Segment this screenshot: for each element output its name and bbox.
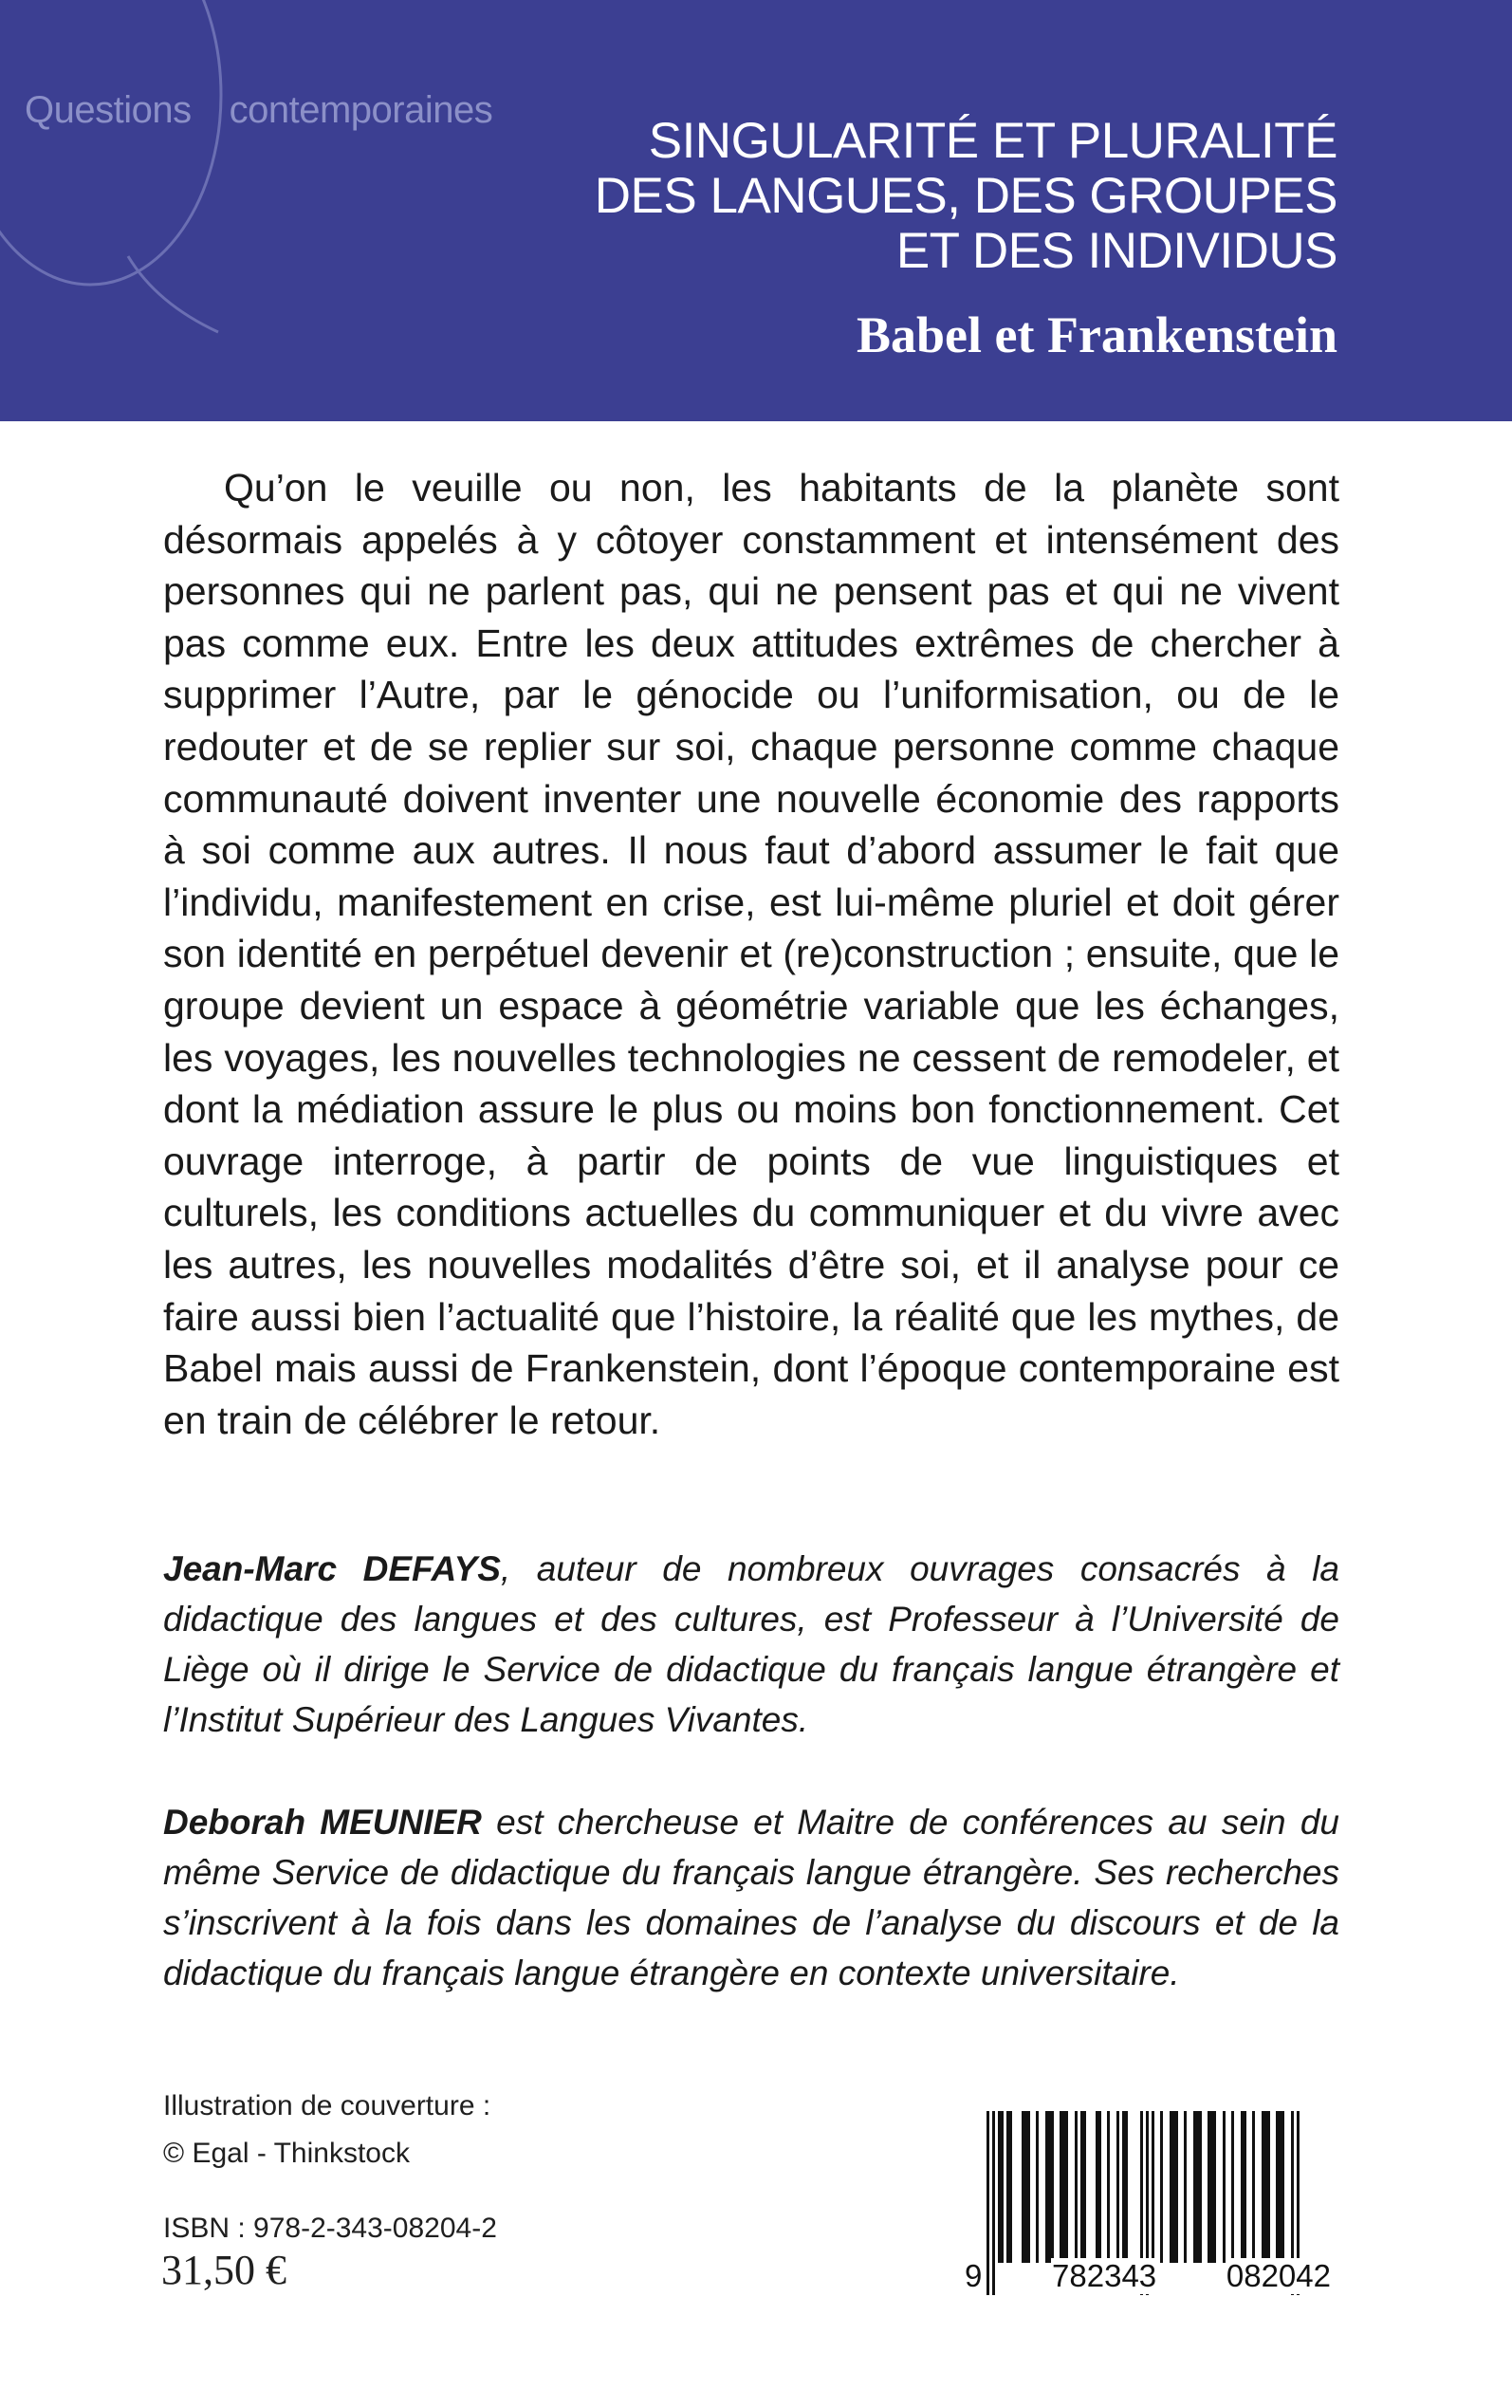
series-name (25, 89, 492, 132)
author-name-meunier: Deborah MEUNIER (163, 1803, 482, 1842)
barcode-bar (1045, 2111, 1054, 2263)
q-logo-icon (0, 0, 247, 351)
barcode-bar (1276, 2111, 1284, 2263)
barcode-digits (964, 2258, 1332, 2294)
book-subtitle: Babel et Frankenstein (857, 306, 1337, 363)
barcode-bar (1122, 2111, 1128, 2263)
price: 31,50 € (161, 2247, 286, 2293)
barcode-bar (1075, 2111, 1078, 2263)
barcode-bar (1170, 2111, 1178, 2263)
author-bio-defays (163, 1544, 1339, 1745)
barcode-bar (1096, 2111, 1101, 2263)
back-cover-summary: Qu’on le veuille ou non, les habitants de la planète sont désormais appelés à y côtoyer constamment et intensément des personnes qui ne parlent pas, qui ne pensent pas et qui ne vivent pas comme eux. Entre les deux attitudes extrêmes de chercher à supprimer l’Autre, par le génocide ou l’uniformisation, ou de le redouter et de se replier sur soi, chaque personne comme chaque communauté doivent inventer une nouvelle économie des rapports à soi comme aux autres. Il nous faut d’abord assumer le fait que l’individu, manifestement en crise, est lui-même pluriel et doit gérer son identité en perpétuel devenir et (re)construction ; ensuite, que le groupe devient un espace à géométrie variable que les échanges, les voyages, les nouvelles technologies ne cessent de remodeler, et dont la médiation assure le plus ou moins bon fonctionnement. Cet ouvrage interroge, à partir de points de vue linguistiques et culturels, les conditions actuelles du communiquer et du vivre avec les autres, les nouvelles modalités d’être soi, et il analyse pour ce faire aussi bien l’actualité que l’histoire, la réalité que les mythes, de Babel mais aussi de Frankenstein, dont l’époque contemporaine est en train de célébrer le retour. (163, 466, 1339, 1442)
barcode-bar (1241, 2111, 1246, 2263)
barcode-bar (1262, 2111, 1270, 2263)
isbn: ISBN : 978-2-343-08204-2 (163, 2213, 497, 2244)
barcode-bar (1231, 2111, 1234, 2263)
barcode-digits-right: 082042 (1226, 2258, 1331, 2293)
barcode-bar (1223, 2111, 1226, 2263)
author-name-defays: Jean-Marc DEFAYS (163, 1549, 501, 1588)
barcode-bar (1022, 2111, 1030, 2263)
series-word-contemporaines: contemporaines (229, 89, 493, 131)
author-bio-defays-text: , auteur de nombreux ouvrages consacrés à la didactique des langues et des cultures, est Professeur à l’Université de Liège où il dirige le Service de didactique du français langue étrangère et l’Institut Supérieur des Langues Vivantes. (163, 1549, 1339, 1739)
illustration-credit-label: Illustration de couverture : (163, 2090, 491, 2121)
title-line-3: ET DES INDIVIDUS (895, 223, 1337, 279)
barcode-bar (1080, 2111, 1086, 2263)
barcode-bar (998, 2111, 1004, 2263)
barcode-digit-prefix: 9 (965, 2258, 983, 2293)
barcode-bar (1193, 2111, 1202, 2263)
title-line-2: DES LANGUES, DES GROUPES (594, 168, 1337, 224)
barcode-bar (1006, 2111, 1012, 2263)
barcode-bar (1036, 2111, 1039, 2263)
book-title (484, 114, 1337, 279)
barcode-bar (1252, 2111, 1255, 2263)
barcode-bar (1107, 2111, 1110, 2263)
barcode-bar (1152, 2111, 1154, 2263)
title-line-1: SINGULARITÉ ET PLURALITÉ (648, 113, 1337, 169)
barcode-bar (1116, 2111, 1119, 2263)
barcode-bar (1160, 2111, 1163, 2263)
barcode-digits-left: 782343 (1052, 2258, 1157, 2293)
cover-header-band (0, 0, 1512, 421)
barcode-bar (1208, 2111, 1216, 2263)
author-bio-meunier-text: est chercheuse et Maitre de conférences au sein du même Service de didactique du français langue étrangère. Ses recherches s’inscrivent à la fois dans les domaines de l’analyse du discours et de la didactique du français langue étrangère en contexte universitaire. (163, 1803, 1339, 1992)
illustration-credit-value: © Egal - Thinkstock (163, 2138, 410, 2169)
author-bio-meunier (163, 1797, 1339, 1998)
barcode-bar (1184, 2111, 1187, 2263)
barcode-bar (1060, 2111, 1068, 2263)
series-word-questions: Questions (25, 89, 192, 131)
